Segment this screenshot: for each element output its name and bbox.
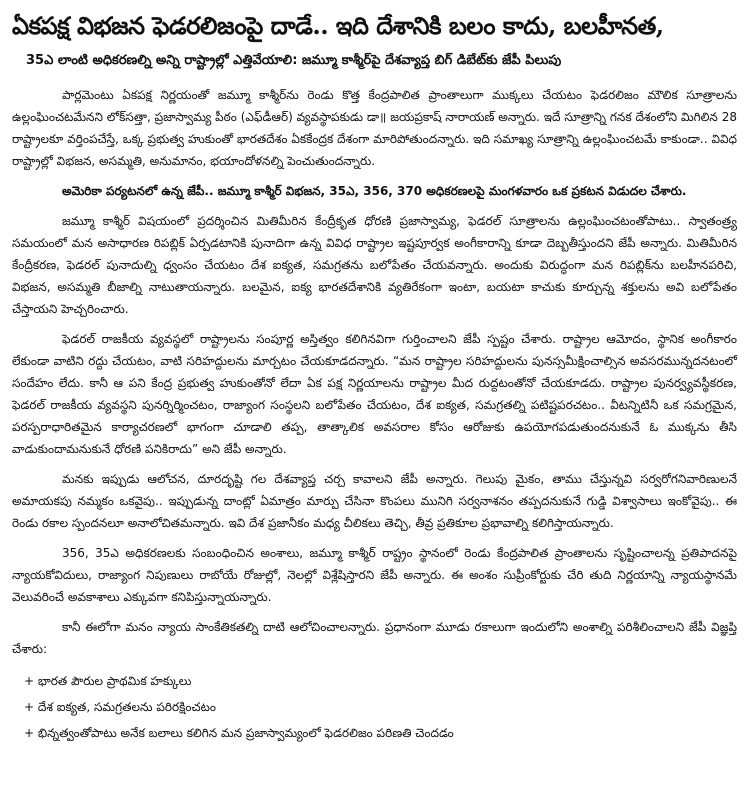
paragraph-legal-analysis: 356, 35ఎ అధికరణలకు సంబంధించిన అంశాలు, జమ్మూ కాశ్మీర్ రాష్ట్రం స్థానంలో రెండు కేంద్రపాలిత ప్రాంతాలను సృష్టించాలన్న ప్రతిపాదనపై న్యాయకోవిదులు, రాజ్యాంగ నిపుణులు రాబోయే రోజుల్లో, నెలల్లో విశ్లేషిస్తారని జేపీ అన్నారు. ఈ అంశం సుప్రీంకోర్టుకు చేరి తుది నిర్ణయాన్ని న్యాయస్థానమే వెలువరించే అవకాశాలు ఎక్కువగా కనిపిస్తున్నాయన్నారు. xyxy=(12,546,737,604)
list-item: + దేశ ఐక్యత, సమగ్రతలను పరిరక్షించటం xyxy=(24,694,737,720)
subheadline: 35ఎ లాంటి అధికరణల్ని అన్ని రాష్ట్రాల్లో ఎత్తివేయాలి: జమ్మూ కాశ్మీర్‌పై దేశవ్యాప్త బిగ్ డిబేట్‌కు జేపీ పిలుపు xyxy=(26,53,562,68)
paragraph-national-debate: మనకు ఇప్పుడు ఆలోచన, దూరదృష్టి గల దేశవ్యాప్త చర్చ కావాలని జేపీ అన్నారు. గెలుపు మైకం, తాము చేస్తున్నవి సర్వరోగనివారిణులనే అమాయకపు నమ్మకం ఒకవైపు.. ఇప్పుడున్న దాంట్లో ఏమాత్రం మార్పు చేసినా కొంపలు మునిగి సర్వనాశనం తప్పదనుకునే గుడ్డి విశ్వాసాలు ఇంకోవైపు.. ఈ రెండు రకాల స్పందనలూ అనాలోచితమన్నారు. ఇవి దేశ ప్రజానీకం మధ్య చీలికలు తెచ్చి, తీవ్ర ప్రతికూల ప్రభావాల్ని కలిగిస్తాయన్నారు. xyxy=(12,472,737,530)
paragraph-federal-system: ఫెడరల్ రాజకీయ వ్యవస్థలో రాష్ట్రాలను సంపూర్ణ అస్తిత్వం కలిగినవిగా గుర్తించాలని జేపీ స్పష్టం చేశారు. రాష్ట్రాల ఆమోదం, స్థానిక అంగీకారం లేకుండా వాటిని రద్దు చేయటం, వాటి సరిహద్దులను మార్చటం చేయకూడదన్నారు. “మన రాష్ట్రాల సరిహద్దులను పునస్సమీక్షించాల్సిన అవసరమున్నదనటంలో సందేహం లేదు. కానీ ఆ పని కేంద్ర ప్రభుత్వ హుకుంతోనో లేదా ఏక పక్ష నిర్ణయాలను రాష్ట్రాల మీద రుద్దటంతోనో చేయకూడదు. రాష్ట్రాల పునర్వ్యవస్థీకరణ, ఫెడరల్ రాజకీయ వ్యవస్థని పునర్నిర్మించటం, రాజ్యాంగ సంస్థలని బలోపేతం చేయటం, దేశ ఐక్యత, సమగ్రతల్ని పటిష్టపరచటం.. వీటన్నిటినీ ఒక సమగ్రమైన, పరస్పరాధారితమైన కార్యాచరణలో భాగంగా చూడాలి తప్ప, తాత్కాలిక అవసరాల కోసం ఆరోజుకు ఉపయోగపడుతుందనుకునే ఓ ముక్కను తీసి వాడుకుందామనుకునే ధోరణి పనికిరాదు” అని జేపీ అన్నారు. xyxy=(12,332,737,456)
paragraph-intro: పార్లమెంటు ఏకపక్ష నిర్ణయంతో జమ్మూ కాశ్మీర్‌ను రెండు కొత్త కేంద్రపాలిత ప్రాంతాలుగా ముక్కలు చేయటం ఫెడరలిజం మౌలిక సూత్రాలను ఉల్లంఘించటమేనని లోక్‌సత్తా, ప్రజాస్వామ్య పీఠం (ఎఫ్‌డీఆర్) వ్యవస్థాపకుడు డా॥ జయప్రకాష్ నారాయణ్ అన్నారు. ఇదే సూత్రాన్ని గనక దేశంలోని మిగిలిన 28 రాష్ట్రాలకూ వర్తింపచేస్తే, ఒక్క ప్రభుత్వ హుకుంతో భారతదేశం ఏకకేంద్రక దేశంగా మారిపోతుందన్నారు. ఇది సమాఖ్య సూత్రాన్ని ఉల్లంఘించటమే కాకుండా.. వివిధ రాష్ట్రాల్లో విభజన, అసమ్మతి, అనుమానం, భయాందోళనల్ని పెంచుతుందన్నారు. xyxy=(12,88,737,168)
aspects-list xyxy=(24,668,737,746)
headline: ఏకపక్ష విభజన ఫెడరలిజంపై దాడే.. ఇది దేశానికి బలం కాదు, బలహీనత, xyxy=(12,11,664,40)
paragraph-centralisation: జమ్మూ కాశ్మీర్ విషయంలో ప్రదర్శించిన మితిమీరిన కేంద్రీకృత ధోరణి ప్రజాస్వామ్య, ఫెడరల్ సూత్రాలను ఉల్లంఘించటంతోపాటు.. స్వాతంత్ర్య సమయంలో మన అసాధారణ రిపబ్లిక్ ఏర్పడటానికి పునాదిగా ఉన్న వివిధ రాష్ట్రాల ఇష్టపూర్వక అంగీకారాన్ని కూడా దెబ్బతీస్తుందని జేపీ అన్నారు. మితిమీరిన కేంద్రీకరణ, ఫెడరల్ పునాదుల్ని ధ్వంసం చేయటం దేశ ఐక్యత, సమగ్రతను బలోపేతం చేయవన్నారు. అందుకు విరుద్ధంగా మన రిపబ్లిక్‌ను బలహీనపరిచి, విభజన, అసమ్మతి బీజాల్ని నాటుతాయన్నారు. బలమైన, ఐక్య భారతదేశానికి వ్యతిరేకంగా ఇంటా, బయటా కాచుకు కూర్చున్న శక్తులను అవి బలోపేతం చేస్తాయని హెచ్చరించారు. xyxy=(12,214,737,316)
list-item: + భిన్నత్వంతోపాటు అనేక బలాలు కలిగిన మన ప్రజాస్వామ్యంలో ఫెడరలిజం పరిణతి చెందడం xyxy=(24,720,737,746)
paragraph-statement-note: అమెరికా పర్యటనలో ఉన్న జేపీ.. జమ్మూ కాశ్మీర్ విభజన, 35ఎ, 356, 370 అధికరణలపై మంగళవారం ఒక ప్రకటన విడుదల చేశారు. xyxy=(62,184,687,198)
paragraph-three-aspects: కానీ ఈలోగా మనం న్యాయ సాంకేతికతల్ని దాటి ఆలోచించాలన్నారు. ప్రధానంగా మూడు రకాలుగా ఇందులోని అంశాల్ని పరిశీలించాలని జేపీ విజ్ఞప్తి చేశారు: xyxy=(12,620,737,656)
list-item: + భారత పౌరుల ప్రాథమిక హక్కులు xyxy=(24,668,737,694)
